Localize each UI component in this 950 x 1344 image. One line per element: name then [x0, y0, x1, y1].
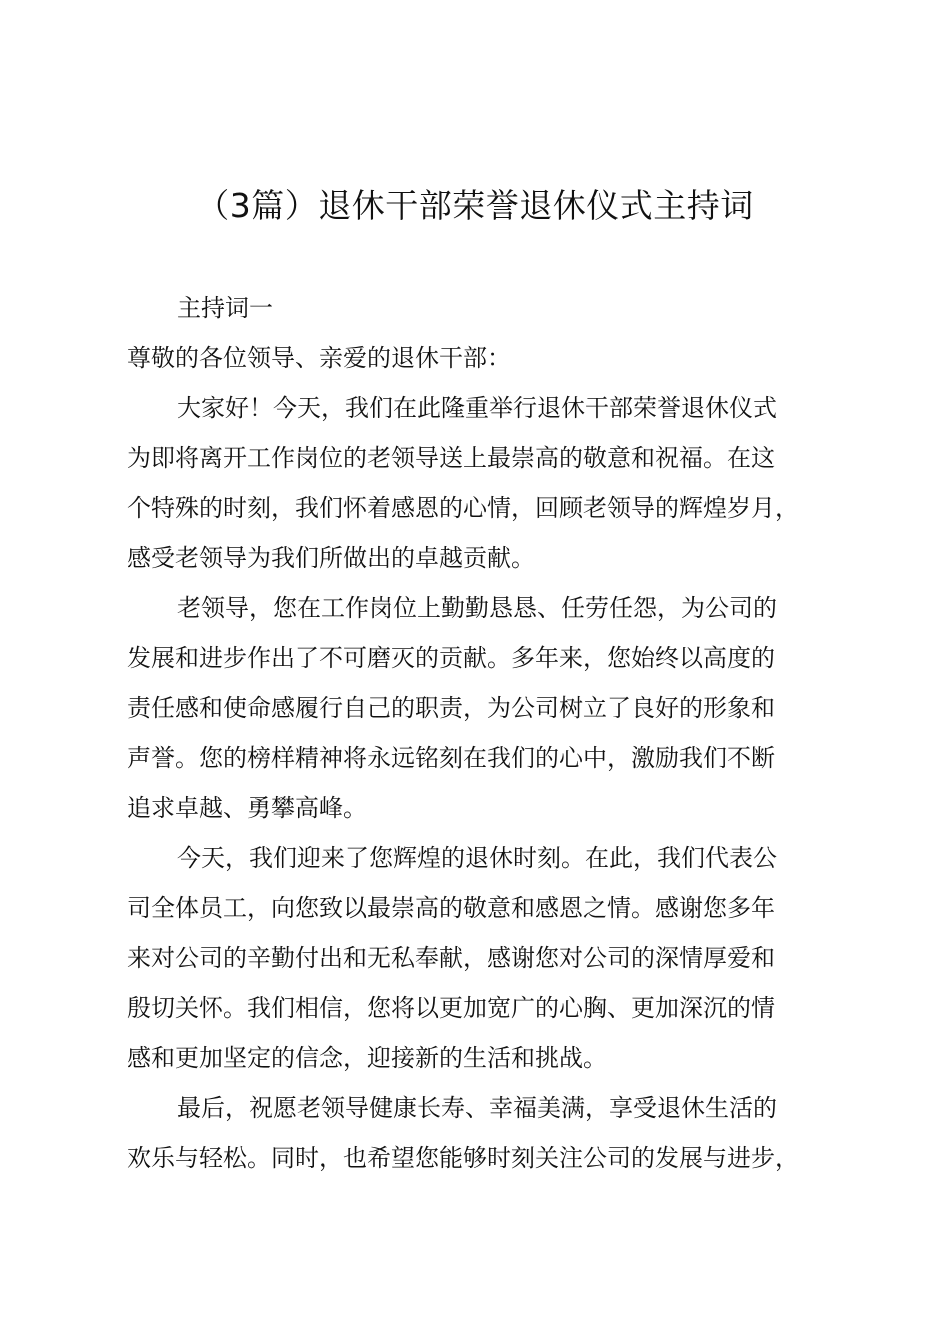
document-body — [127, 283, 831, 1183]
paragraph-line: 感和更加坚定的信念，迎接新的生活和挑战。 — [127, 1044, 607, 1072]
paragraph-line: 声誉。您的榜样精神将永远铭刻在我们的心中，激励我们不断 — [127, 744, 775, 772]
paragraph-line: 今天，我们迎来了您辉煌的退休时刻。在此，我们代表公 — [177, 844, 777, 872]
paragraph-line: 为即将离开工作岗位的老领导送上最崇高的敬意和祝福。在这 — [127, 444, 775, 472]
section-heading: 主持词一 — [177, 294, 273, 322]
paragraph-line: 个特殊的时刻，我们怀着感恩的心情，回顾老领导的辉煌岁月， — [127, 494, 799, 522]
paragraph-line: 追求卓越、勇攀高峰。 — [127, 794, 367, 822]
paragraph-line: 老领导，您在工作岗位上勤勤恳恳、任劳任怨，为公司的 — [177, 594, 777, 622]
paragraph-line: 责任感和使命感履行自己的职责，为公司树立了良好的形象和 — [127, 694, 775, 722]
paragraph-line: 殷切关怀。我们相信，您将以更加宽广的心胸、更加深沉的情 — [127, 994, 775, 1022]
paragraph-line: 来对公司的辛勤付出和无私奉献，感谢您对公司的深情厚爱和 — [127, 944, 775, 972]
salutation: 尊敬的各位领导、亲爱的退休干部： — [127, 344, 511, 372]
paragraph-line: 大家好！今天，我们在此隆重举行退休干部荣誉退休仪式 — [177, 394, 777, 422]
paragraph-line: 最后，祝愿老领导健康长寿、幸福美满，享受退休生活的 — [177, 1094, 777, 1122]
paragraph-line: 欢乐与轻松。同时，也希望您能够时刻关注公司的发展与进步， — [127, 1144, 799, 1172]
paragraph-line: 司全体员工，向您致以最崇高的敬意和感恩之情。感谢您多年 — [127, 894, 775, 922]
paragraph-line: 发展和进步作出了不可磨灭的贡献。多年来，您始终以高度的 — [127, 644, 775, 672]
document-title: （3篇）退休干部荣誉退休仪式主持词 — [196, 186, 754, 225]
paragraph-line: 感受老领导为我们所做出的卓越贡献。 — [127, 544, 535, 572]
